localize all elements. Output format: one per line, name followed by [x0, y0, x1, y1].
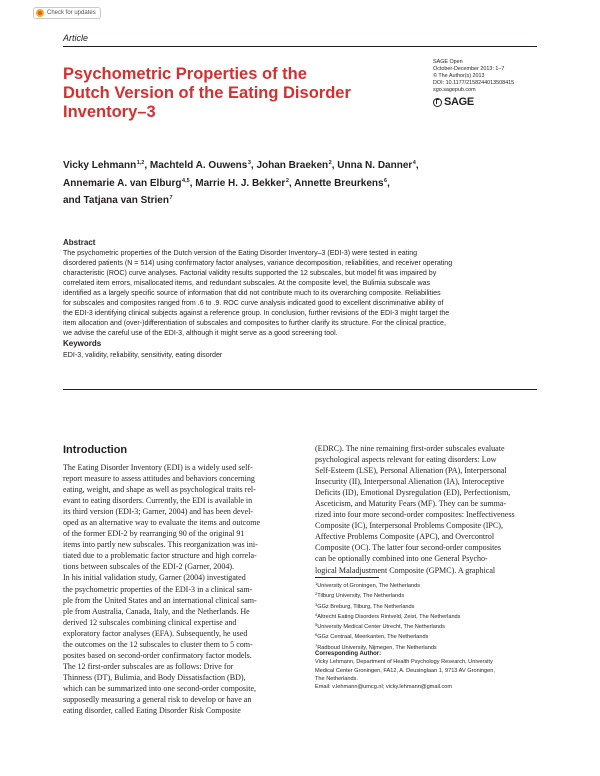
body-line: ple from the United States and an international clinical sam-: [63, 595, 257, 605]
body-line: supposedly measuring a general risk to develop or have an: [63, 694, 252, 704]
abstract-line: correlated item errors, misallocated items, and redundant subscales. At the composite level, the Bulimia subscale was: [63, 280, 431, 288]
author-name: and Tatjana van Strien: [63, 195, 169, 206]
abstract-section: [63, 238, 527, 339]
abstract-line: characteristic (ROC) curve analyses. Factorial validity results supported the 12 subscales, but model fit was impaired by: [63, 270, 437, 278]
author-line: [63, 191, 543, 209]
body-line: ple from Australia, Canada, Italy, and the Netherlands. He: [63, 606, 250, 616]
affiliation-number: 7: [315, 642, 318, 648]
body-line: report measure to assess attitudes and behaviors concerning: [63, 474, 255, 484]
body-line: of the former EDI-2 by rearranging 90 of the original 91: [63, 529, 245, 539]
corresponding-author: [315, 650, 495, 691]
author-separator: ,: [250, 160, 257, 171]
author-separator: ,: [144, 160, 150, 171]
author-separator: ,: [189, 177, 196, 189]
abstract-text: [63, 249, 527, 339]
affiliation-number: 4: [315, 611, 318, 617]
author-name: Marrie H. J. Bekker: [195, 177, 286, 189]
body-line: rized into four more second-order composites: Ineffectiveness: [315, 510, 515, 520]
copyright: © The Author(s) 2013: [433, 73, 485, 80]
title-line: Psychometric Properties of the: [63, 65, 307, 83]
introduction-heading: Introduction: [63, 444, 128, 456]
body-line: Deficits (ID), Emotional Dysregulation (ED), Perfectionism,: [315, 488, 511, 498]
check-for-updates-badge[interactable]: [33, 7, 101, 19]
sage-logo: [433, 96, 474, 108]
body-line: The 12 first-order subscales are as follows: Drive for: [63, 661, 234, 671]
sage-logo-icon: [433, 98, 442, 107]
affiliation-item: [315, 580, 460, 590]
author-affiliation: 3: [247, 160, 251, 166]
author-separator: ,: [415, 160, 419, 171]
body-line: Insecurity (II), Interpersonal Alienation (IA), Interoceptive: [315, 477, 505, 487]
affiliation-item: [315, 621, 460, 631]
author-separator: ,: [331, 160, 338, 171]
body-line: oped as an alternative way to evaluate the items and outcome: [63, 518, 261, 528]
author-separator: ,: [387, 177, 390, 189]
keywords-section: [63, 339, 363, 360]
corresponding-heading: Corresponding Author:: [315, 651, 382, 657]
affiliation-item: [315, 590, 460, 600]
journal-issue: October-December 2013: 1–7: [433, 66, 505, 73]
author-line: [63, 156, 543, 174]
author-name: Machteld A. Ouwens: [149, 160, 248, 171]
abstract-line: item allocation and (over-)differentiation of subscales and composites to further clarify its structure. For the clinical practice,: [63, 320, 446, 328]
author-line: [63, 174, 543, 192]
body-line: Self-Esteem (LSE), Personal Alienation (PA), Interpersonal: [315, 466, 507, 476]
body-line: derived 12 subscales combining clinical expertise and: [63, 617, 237, 627]
author-affiliation: 1,2: [136, 160, 145, 166]
body-line: Thinness (DT), Bulimia, and Body Dissatisfaction (BD),: [63, 672, 246, 682]
body-line: its third version (EDI-3; Garner, 2004) and has been devel-: [63, 507, 254, 517]
affiliation-text: University Medical Center Utrecht, The Netherlands: [317, 624, 445, 631]
header-rule: [63, 46, 537, 47]
body-line: logical Maladjustment Composite (GPMC). A graphical: [315, 565, 496, 575]
abstract-line: for subscales and composites ranged from .6 to .9. ROC curve analysis indicated good to excellent discriminative ability of: [63, 300, 444, 308]
body-line: tions between subscales of the EDI-2 (Garner, 2004).: [63, 562, 235, 572]
body-line: eating disorder, called Eating Disorder Risk Composite: [63, 706, 241, 716]
author-affiliation: 4,5: [182, 177, 190, 184]
section-rule: [63, 389, 537, 390]
affiliation-number: 3: [315, 601, 318, 607]
affiliation-text: Altrecht Eating Disorders Rintveld, Zeist, The Netherlands: [317, 613, 461, 620]
author-name: Vicky Lehmann: [63, 160, 137, 171]
title-line: Inventory–3: [63, 103, 156, 121]
body-line: (EDRC). The nine remaining first-order subscales evaluate: [315, 444, 505, 453]
keywords-heading: Keywords: [63, 339, 102, 348]
journal-name: SAGE Open: [433, 59, 463, 65]
abstract-line: the EDI-3 identifying clinical subjects against a reference group. In conclusion, further revisions of the EDI-3 might target the: [63, 310, 450, 318]
author-name: Annette Breurkens: [294, 177, 384, 189]
author-name: Annemarie A. van Elburg: [63, 177, 182, 189]
affiliation-item: [315, 601, 460, 611]
affiliation-number: 5: [315, 622, 318, 628]
body-line: evant to eating disorders. Currently, the EDI is available in: [63, 496, 253, 506]
doi[interactable]: DOI: 10.1177/2158244013508415: [433, 80, 515, 87]
body-line: The Eating Disorder Inventory (EDI) is a widely used self-: [63, 463, 253, 472]
title-line: Dutch Version of the Eating Disorder: [63, 84, 351, 102]
author-name: Unna N. Danner: [337, 160, 413, 171]
author-list: [63, 156, 543, 209]
corresponding-email[interactable]: Email: v.lehmann@umcg.nl; vicky.lehmann@gmail.com: [315, 684, 453, 691]
affiliation-text: GGz Breburg, Tilburg, The Netherlands: [317, 603, 415, 610]
article-type: Article: [63, 33, 89, 43]
body-line: Composite (OC). The latter four second-order composites: [315, 543, 502, 553]
body-line: tiated due to a problematic factor structure and high correla-: [63, 551, 257, 561]
body-line: psychological aspects relevant for eating disorders: Low: [315, 455, 497, 465]
body-line: exploratory factor analyses (EFA). Subsequently, he used: [63, 628, 248, 638]
journal-info: [433, 59, 514, 94]
crossmark-icon: [36, 9, 44, 17]
abstract-line: identified as a largely specific source of information that did not contribute much to its overarching composite. Reliabilities: [63, 290, 441, 298]
body-line: can be optionally combined into one General Psycho-: [315, 554, 488, 564]
body-line: which can be summarized into one second-order composite,: [63, 683, 257, 693]
affiliation-number: 6: [315, 632, 318, 638]
body-line: items into partly new subscales. This reorganization was ini-: [63, 540, 258, 550]
affiliation-item: [315, 631, 460, 641]
author-affiliation: 6: [384, 177, 388, 184]
affiliation-text: GGz Centraal, Meerkanten, The Netherlands: [317, 634, 429, 641]
author-affiliation: 7: [169, 195, 173, 201]
body-line: the outcomes on the 12 subscales to cluster them to 5 com-: [63, 639, 253, 649]
body-line: In his initial validation study, Garner (2004) investigated: [63, 573, 246, 583]
abstract-line: disordered patients (N = 514) using confirmatory factor analyses, variance decomposition, reliabilities, and receiver operating: [63, 260, 453, 268]
author-name: Johan Braeken: [256, 160, 329, 171]
affiliation-number: 1: [315, 581, 318, 586]
affiliation-text: University of Groningen, The Netherlands: [317, 583, 421, 589]
author-affiliation: 2: [328, 160, 332, 166]
journal-url[interactable]: sgo.sagepub.com: [433, 87, 476, 94]
body-line: eating, weight, and shape as well as psychological traits rel-: [63, 485, 256, 495]
affiliation-item: [315, 611, 460, 621]
body-line: Affective Problems Composite (APC), and Overcontrol: [315, 532, 495, 542]
badge-label: Check for updates: [47, 10, 96, 16]
affiliation-number: 2: [315, 591, 318, 597]
intro-column-left: [63, 462, 303, 716]
footnote-rule: [315, 577, 379, 578]
affiliation-text: Radboud University, Nijmegen, The Netherlands: [317, 644, 437, 651]
corresponding-line: Vicky Lehmann, Department of Health Psychology Research, University: [315, 659, 493, 666]
author-affiliation: 4: [412, 160, 416, 166]
sage-logo-text: SAGE: [444, 96, 474, 108]
article-title: [63, 65, 383, 122]
abstract-line: we advise the careful use of the EDI-3, although it might serve as a good screening tool.: [63, 330, 338, 338]
affiliation-text: Tilburg University, The Netherlands: [317, 593, 405, 600]
corresponding-line: The Netherlands.: [315, 675, 358, 682]
body-line: Composite (IC), Interpersonal Problems Composite (IPC),: [315, 521, 503, 531]
abstract-heading: Abstract: [63, 238, 96, 247]
author-separator: ,: [288, 177, 295, 189]
body-line: Asceticism, and Maturity Fears (MF). They can be summa-: [315, 499, 507, 509]
body-line: posites based on second-order confirmatory factor models.: [63, 650, 252, 660]
corresponding-line: Medical Center Groningen, FA12, A. Deusinglaan 1, 9713 AV Groningen,: [315, 667, 495, 674]
affiliations: [315, 580, 460, 652]
intro-column-right: [315, 443, 541, 576]
author-affiliation: 2: [285, 177, 289, 184]
abstract-line: The psychometric properties of the Dutch version of the Eating Disorder Inventory–3 (EDI-3) were tested in eating: [63, 250, 418, 257]
body-line: the psychometric properties of the EDI-3 in a clinical sam-: [63, 584, 253, 594]
keywords-text: EDI-3, validity, reliability, sensitivity, eating disorder: [63, 351, 223, 359]
